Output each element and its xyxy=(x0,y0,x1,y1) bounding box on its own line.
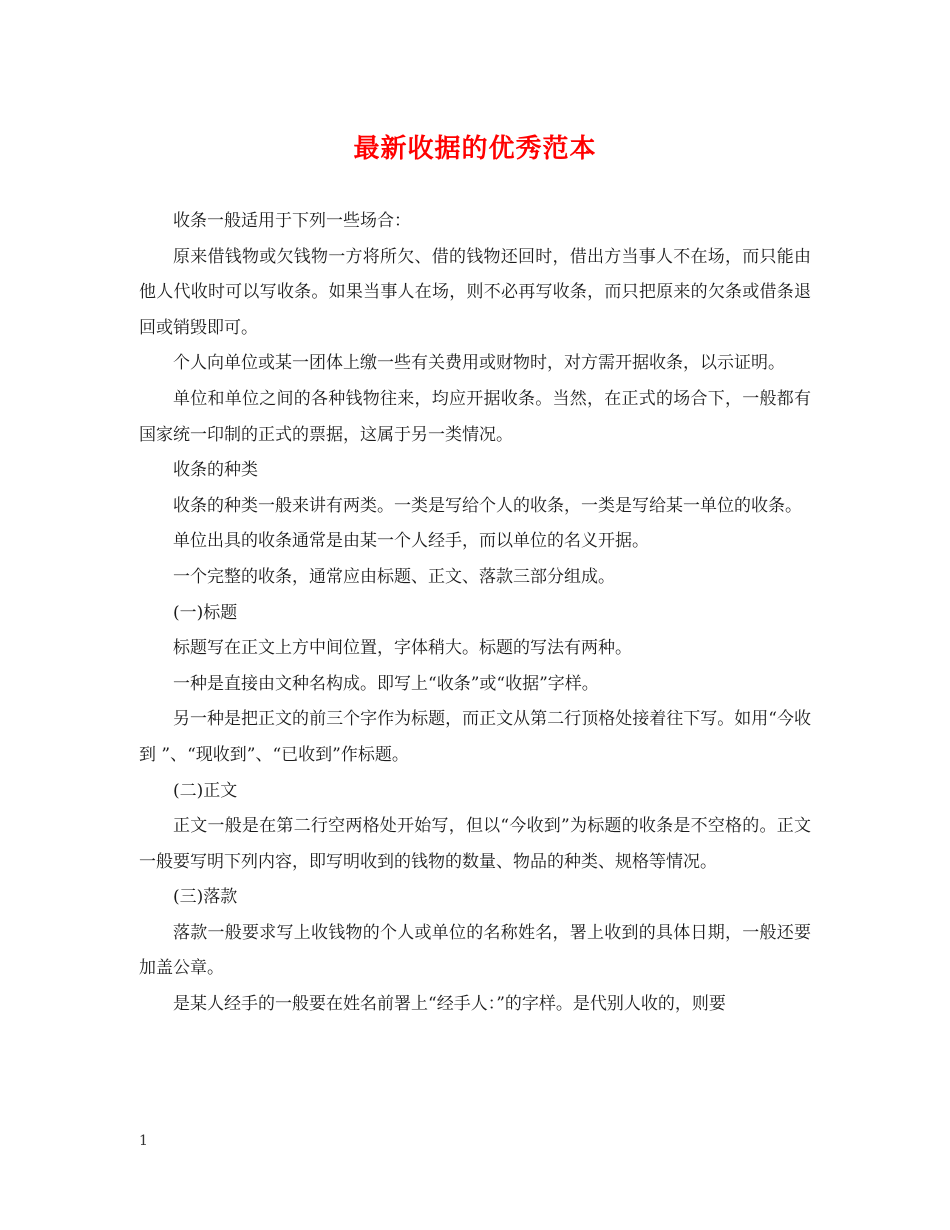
paragraph: 另一种是把正文的前三个字作为标题，而正文从第二行顶格处接着往下写。如用“今收到 ”、“现收到”、“已收到”作标题。 xyxy=(139,709,811,765)
paragraph: 正文一般是在第二行空两格处开始写，但以“今收到”为标题的收条是不空格的。正文一般要写明下列内容，即写明收到的钱物的数量、物品的种类、规格等情况。 xyxy=(139,816,811,872)
document-body xyxy=(139,204,811,1023)
paragraph: 单位和单位之间的各种钱物往来，均应开据收条。当然，在正式的场合下，一般都有国家统一印制的正式的票据，这属于另一类情况。 xyxy=(139,388,811,445)
document-title: 最新收据的优秀范本 xyxy=(353,134,597,164)
section-heading: (三)落款 xyxy=(173,887,238,908)
paragraph: 一个完整的收条，通常应由标题、正文、落款三部分组成。 xyxy=(173,566,615,587)
section-heading: (一)标题 xyxy=(173,602,238,623)
section-heading: (二)正文 xyxy=(173,780,238,801)
paragraph: 原来借钱物或欠钱物一方将所欠、借的钱物还回时，借出方当事人不在场，而只能由他人代收时可以写收条。如果当事人在场，则不必再写收条，而只把原来的欠条或借条退回或销毁即可。 xyxy=(139,246,811,338)
section-heading: 收条的种类 xyxy=(173,460,258,481)
paragraph: 个人向单位或某一团体上缴一些有关费用或财物时，对方需开据收条，以示证明。 xyxy=(173,353,785,374)
paragraph: 收条的种类一般来讲有两类。一类是写给个人的收条，一类是写给某一单位的收条。 xyxy=(173,495,802,516)
paragraph: 标题写在正文上方中间位置，字体稍大。标题的写法有两种。 xyxy=(173,638,632,659)
paragraph: 落款一般要求写上收钱物的个人或单位的名称姓名，署上收到的具体日期，一般还要加盖公章。 xyxy=(139,922,811,979)
paragraph: 收条一般适用于下列一些场合： xyxy=(173,211,411,231)
paragraph: 是某人经手的一般要在姓名前署上“经手人：”的字样。是代别人收的，则要 xyxy=(173,994,726,1015)
paragraph: 单位出具的收条通常是由某一个人经手，而以单位的名义开据。 xyxy=(173,531,649,552)
paragraph: 一种是直接由文种名构成。即写上“收条”或“收据”字样。 xyxy=(173,673,599,694)
page-number: 1 xyxy=(139,1133,148,1149)
